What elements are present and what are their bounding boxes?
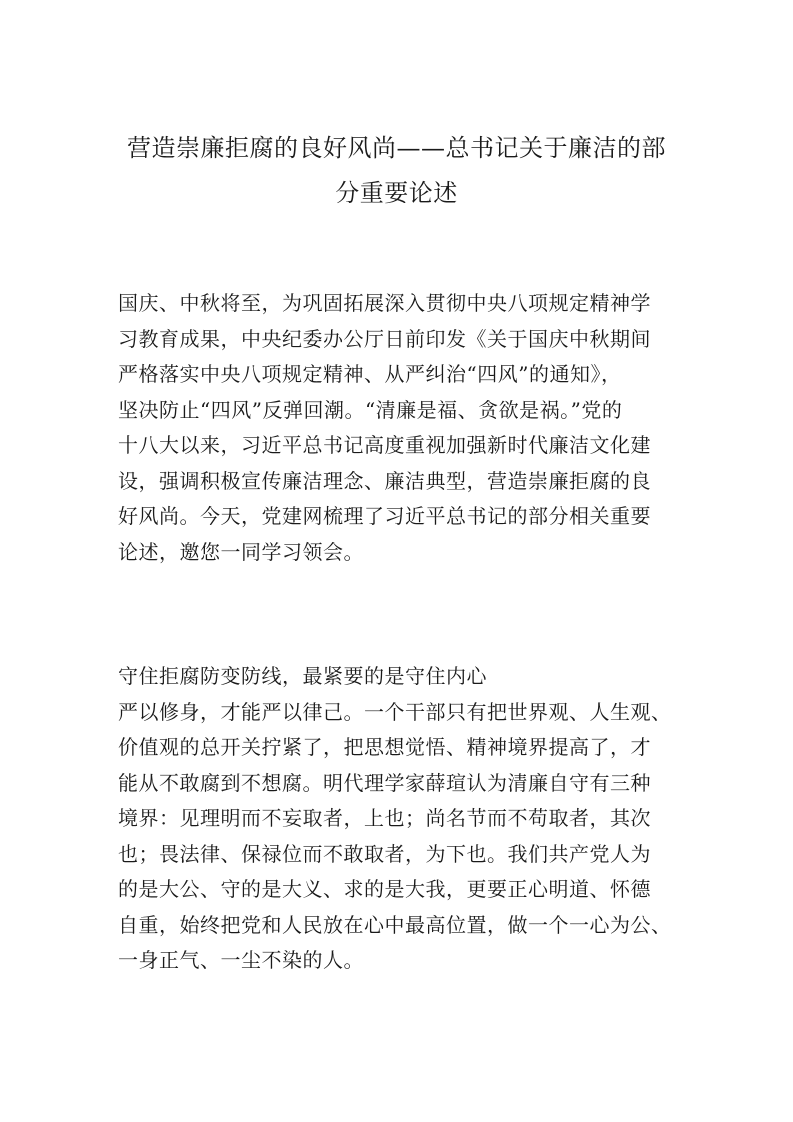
paragraph-line: 论述，邀您一同学习领会。 (118, 539, 364, 564)
paragraph-line: 国庆、中秋将至，为巩固拓展深入贯彻中央八项规定精神学 (118, 291, 651, 315)
paragraph-line: 十八大以来，习近平总书记高度重视加强新时代廉洁文化建 (118, 433, 651, 457)
paragraph-line: 习教育成果，中央纪委办公厅日前印发《关于国庆中秋期间 (118, 326, 651, 351)
paragraph-line: 也；畏法律、保禄位而不敢取者，为下也。我们共产党人为 (118, 841, 651, 866)
paragraph-line: 的是大公、守的是大义、求的是大我，更要正心明道、怀德 (118, 877, 651, 901)
paragraph-line: 境界：见理明而不妄取者，上也；尚名节而不苟取者，其次 (118, 806, 651, 830)
title-line: 分重要论述 (335, 179, 458, 207)
paragraph-line: 严以修身，才能严以律己。一个干部只有把世界观、人生观、 (118, 699, 672, 724)
paragraph-line: 好风尚。今天，党建网梳理了习近平总书记的部分相关重要 (118, 504, 651, 528)
paragraph-line: 能从不敢腐到不想腐。明代理学家薛瑄认为清廉自守有三种 (118, 770, 651, 795)
paragraph-line: 一身正气、一尘不染的人。 (118, 948, 364, 972)
paragraph-line: 设，强调积极宣传廉洁理念、廉洁典型，营造崇廉拒腐的良 (118, 468, 651, 493)
intro-paragraph (118, 286, 678, 570)
document-title (100, 126, 693, 216)
paragraph-line: 坚决防止“四风”反弹回潮。“清廉是福、贪欲是祸。”党的 (118, 397, 623, 422)
paragraph-line: 价值观的总开关拧紧了，把思想觉悟、精神境界提高了，才 (118, 735, 651, 759)
paragraph-line: 自重，始终把党和人民放在心中最高位置，做一个一心为公、 (118, 912, 672, 937)
paragraph-line: 严格落实中央八项规定精神、从严纠治“四风”的通知》， (118, 362, 622, 386)
section-block (118, 659, 678, 979)
title-line: 营造崇廉拒腐的良好风尚——总书记关于廉洁的部 (127, 134, 666, 162)
section-heading: 守住拒腐防变防线，最紧要的是守住内心 (118, 664, 487, 688)
